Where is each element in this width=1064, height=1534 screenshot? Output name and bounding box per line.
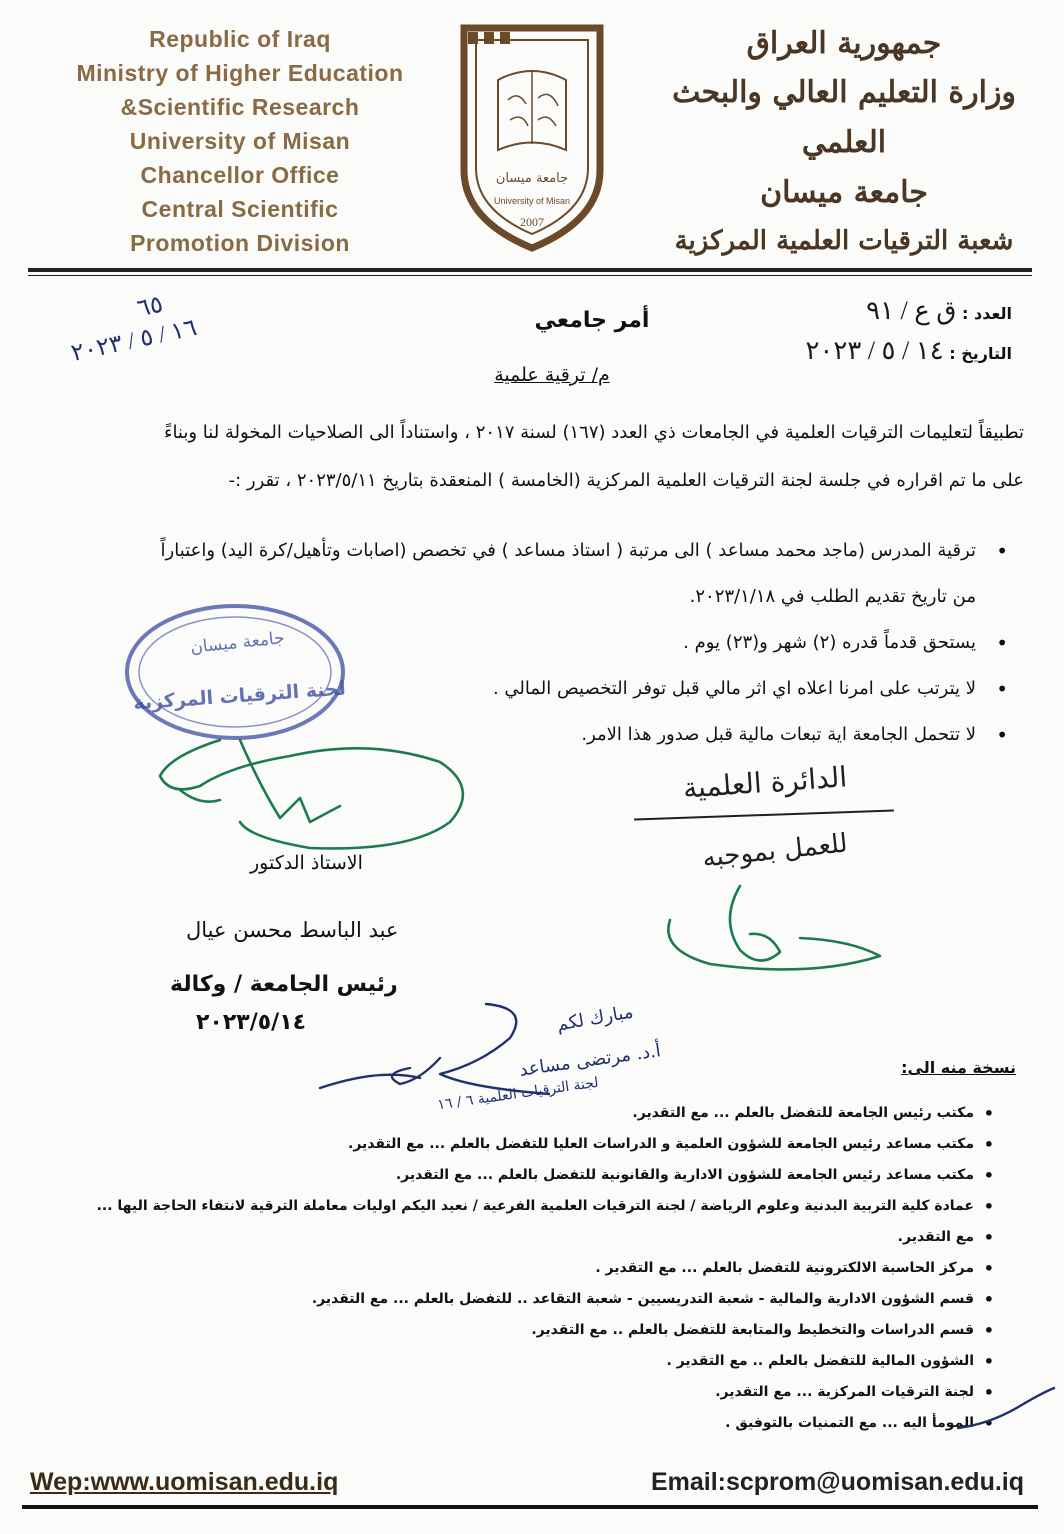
decision-item: • لا تتحمل الجامعة اية تبعات مالية قبل صدور هذا الامر. bbox=[94, 712, 994, 758]
order-subject: م/ ترقية علمية bbox=[494, 364, 610, 386]
copy-recipient: • الشؤون المالية للتفضل بالعلم .. مع التقدير . bbox=[0, 1346, 974, 1377]
signatory-date: ٢٠٢٣/٥/١٤ bbox=[196, 1010, 307, 1035]
signatory-position: رئيس الجامعة / وكالة bbox=[170, 972, 398, 997]
dean-signature bbox=[650, 880, 890, 980]
seal-english-name: University of Misan bbox=[493, 196, 571, 206]
handwritten-note-department: الدائرة العلمية bbox=[681, 760, 849, 805]
president-signature bbox=[140, 726, 480, 866]
seal-arabic-name: جامعة ميسان bbox=[495, 171, 569, 186]
copy-recipient: • مكتب مساعد رئيس الجامعة للشؤون العلمية و الدراسات العليا للتفضل بالعلم ... مع التقدير. bbox=[0, 1129, 974, 1160]
letterhead-ar-line: جامعة ميسان bbox=[760, 175, 928, 210]
decision-item-continuation: من تاريخ تقديم الطلب في ٢٠٢٣/١/١٨. bbox=[689, 586, 976, 607]
reference-date-value: ١٤ / ٥ / ٢٠٢٣ bbox=[805, 336, 944, 365]
margin-note-number: ٦٥ bbox=[134, 291, 166, 323]
stamp-text-top: جامعة ميسان bbox=[189, 628, 286, 658]
reference-date bbox=[805, 336, 1012, 366]
decision-item: • ترقية المدرس (ماجد محمد مساعد ) الى مرتبة ( استاذ مساعد ) في تخصص (اصابات وتأهيل/كرة اليد) واعتباراً من تاريخ تقديم الطلب في ٢٠٢٣/١/١٨. bbox=[94, 528, 994, 620]
university-seal-icon bbox=[458, 20, 606, 252]
letterhead-en-line: Promotion Division bbox=[130, 230, 350, 256]
signatory-name: عبد الباسط محسن عيال bbox=[186, 918, 399, 942]
intro-line: تطبيقاً لتعليمات الترقيات العلمية في الجامعات ذي العدد (١٦٧) لسنة ٢٠١٧ ، واستناداً الى الصلاحيات المخولة لنا وبناءً bbox=[163, 422, 1024, 443]
decision-item: • يستحق قدماً قدره (٢) شهر و(٢٣) يوم . bbox=[94, 620, 994, 666]
arabic-letterhead bbox=[664, 20, 1024, 264]
stamp-text-bottom: لجنة الترقيات المركزية bbox=[132, 677, 347, 715]
blue-note-signer: أ.د. مرتضى مساعد bbox=[517, 1040, 663, 1081]
english-letterhead bbox=[30, 22, 450, 260]
margin-tick-mark bbox=[950, 1384, 1060, 1440]
reference-date-label: التاريخ : bbox=[949, 344, 1012, 363]
blue-note-committee: لجنة الترقيات العلمية ٦ / ١٦ bbox=[436, 1074, 600, 1114]
header-rule bbox=[28, 268, 1032, 272]
handwritten-note-action: للعمل بموجبه bbox=[701, 828, 849, 874]
handwritten-underline bbox=[634, 809, 894, 820]
blue-note-congrats: مبارك لكم bbox=[555, 1001, 635, 1036]
committee-stamp bbox=[120, 598, 350, 746]
intro-line: على ما تم اقراره في جلسة لجنة الترقيات العلمية المركزية (الخامسة ) المنعقدة بتاريخ ٢٠٢٣/٥/١١ ، تقرر :- bbox=[228, 470, 1024, 491]
letterhead-en-line: Republic of Iraq bbox=[149, 26, 331, 52]
copies-list bbox=[0, 1098, 974, 1439]
letterhead-ar-line: وزارة التعليم العالي والبحث العلمي bbox=[672, 75, 1016, 160]
letterhead-ar-line: جمهورية العراق bbox=[746, 26, 942, 61]
signatory-title: الاستاذ الدكتور bbox=[250, 852, 363, 874]
seal-year: 2007 bbox=[520, 215, 544, 229]
copy-recipient: • المومأ اليه ... مع التمنيات بالتوفيق . bbox=[0, 1408, 974, 1439]
copies-heading: نسخة منه الى: bbox=[901, 1058, 1016, 1077]
copy-recipient-continuation: • مع التقدير. bbox=[0, 1222, 974, 1253]
letterhead-en-line: Ministry of Higher Education bbox=[76, 60, 404, 86]
margin-note-date: ١٦ / ٥ / ٢٠٢٣ bbox=[68, 315, 200, 367]
copy-recipient: • لجنة الترقيات المركزية ... مع التقدير. bbox=[0, 1377, 974, 1408]
footer-rule bbox=[22, 1505, 1038, 1509]
copy-recipient: • مكتب رئيس الجامعة للتفضل بالعلم ... مع التقدير. bbox=[0, 1098, 974, 1129]
letterhead-ar-line: شعبة الترقيات العلمية المركزية bbox=[674, 226, 1014, 256]
reference-number-label: العدد : bbox=[962, 304, 1012, 323]
copy-recipient: • عمادة كلية التربية البدنية وعلوم الرياضة / لجنة الترقيات العلمية الفرعية / نعيد اليكم اوليات معاملة الترقية لانتفاء الحاجة اليها ... bbox=[0, 1191, 974, 1222]
reference-number-value: ق ع / ٩١ bbox=[866, 296, 957, 325]
letterhead-en-line: Central Scientific bbox=[141, 196, 339, 222]
copy-recipient: • مركز الحاسبة الالكترونية للتفضل بالعلم ... مع التقدير . bbox=[0, 1253, 974, 1284]
letterhead-en-line: Chancellor Office bbox=[140, 162, 340, 188]
blue-signature bbox=[300, 998, 550, 1102]
letterhead-en-line: University of Misan bbox=[129, 128, 351, 154]
order-title: أمر جامعي bbox=[534, 308, 650, 333]
header-rule-thin bbox=[28, 275, 1032, 276]
letterhead-en-line: &Scientific Research bbox=[120, 94, 360, 120]
copy-recipient: • مكتب مساعد رئيس الجامعة للشؤون الادارية والقانونية للتفضل بالعلم ... مع التقدير. bbox=[0, 1160, 974, 1191]
footer-website[interactable]: Wep:www.uomisan.edu.iq bbox=[30, 1468, 339, 1496]
decision-item: • لا يترتب على امرنا اعلاه اي اثر مالي قبل توفر التخصيص المالي . bbox=[94, 666, 994, 712]
footer-email[interactable]: Email:scprom@uomisan.edu.iq bbox=[650, 1468, 1024, 1496]
copy-recipient: • قسم الشؤون الادارية والمالية - شعبة التدريسيين - شعبة التقاعد .. للتفضل بالعلم ... مع التقدير. bbox=[0, 1284, 974, 1315]
copy-recipient: • قسم الدراسات والتخطيط والمتابعة للتفضل بالعلم .. مع التقدير. bbox=[0, 1315, 974, 1346]
